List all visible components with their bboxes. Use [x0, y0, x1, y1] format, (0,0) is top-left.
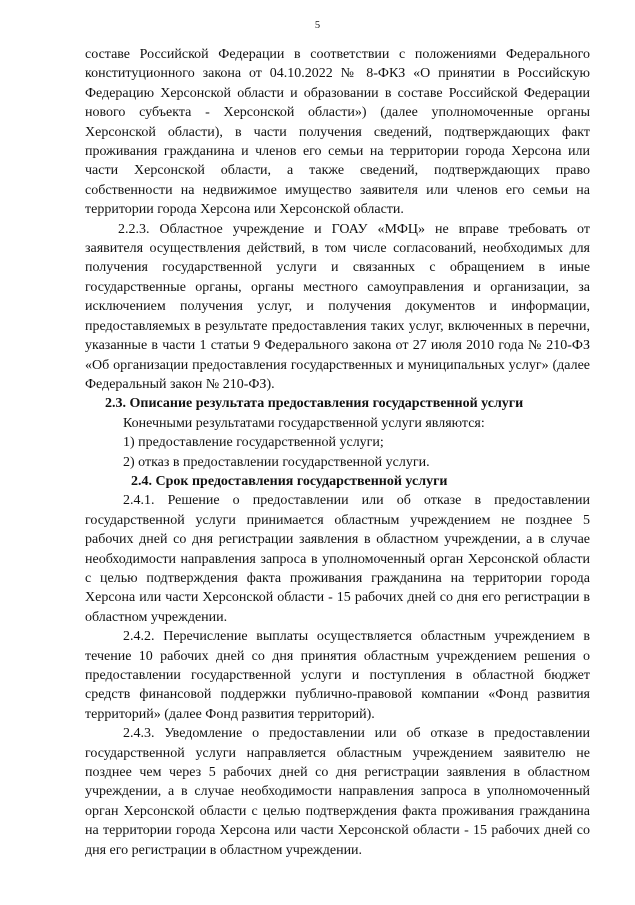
paragraph-2-2-3: 2.2.3. Областное учреждение и ГОАУ «МФЦ» не вправе требовать от заявителя осуществления действий, в том числе согласований, необходимых для получения государственной услуги и связанных с обращением в иные государственные органы, органы местного самоуправления и организации, за исключением получения услуг, и получения документов и информации, предоставляемых в результате предоставления таких услуг, включенных в перечни, указанные в части 1 статьи 9 Федерального закона от 27 июля 2010 года № 210-ФЗ «Об организации предоставления государственных и муниципальных услуг» (далее Федеральный закон № 210-ФЗ).: [85, 221, 590, 392]
section-heading-2-3: 2.3. Описание результата предоставления государственной услуги: [105, 396, 524, 412]
result-item-2: 2) отказ в предоставлении государственной услуги.: [123, 454, 430, 470]
section-2-3-intro: Конечными результатами государственной услуги являются:: [123, 415, 485, 431]
result-item-1: 1) предоставление государственной услуги;: [123, 435, 384, 451]
paragraph-2-4-1: 2.4.1. Решение о предоставлении или об отказе в предоставлении государственной услуги принимается областным учреждением не позднее 5 рабочих дней со дня регистрации заявления в областном учреждении, а в случае необходимости направления запроса в уполномоченный орган Херсонской области с целью подтверждения факта проживания гражданина на территории города Херсона или части Херсонской области - 15 рабочих дней со дня его регистрации в областном учреждении.: [85, 493, 590, 625]
paragraph-continuation: составе Российской Федерации в соответствии с положениями Федерального конституционного закона от 04.10.2022 № 8-ФКЗ «О принятии в Российскую Федерацию Херсонской области и образовании в составе Российской Федерации нового субъекта - Херсонской области») (далее уполномоченные органы Херсонской области), в части получения сведений, подтверждающих факт проживания гражданина и членов его семьи на территории города Херсона или части Херсонской области, а также сведений, подтверждающих право собственности на недвижимое имущество заявителя или членов его семьи на территории города Херсона или Херсонской области.: [85, 47, 590, 218]
paragraph-2-4-2: 2.4.2. Перечисление выплаты осуществляется областным учреждением в течение 10 рабочих дней со дня принятия областным учреждением решения о предоставлении государственной услуги и поступления в областной бюджет средств финансовой поддержки публично-правовой компании «Фонд развития территорий» (далее Фонд развития территорий).: [85, 629, 590, 722]
section-heading-2-4: 2.4. Срок предоставления государственной услуги: [131, 473, 448, 489]
document-body: [85, 45, 590, 860]
paragraph-2-4-3: 2.4.3. Уведомление о предоставлении или об отказе в предоставлении государственной услуги направляется областным учреждением заявителю не позднее чем через 5 рабочих дней со дня регистрации заявления в областном учреждении, а в случае необходимости направления запроса в уполномоченный орган Херсонской области с целью подтверждения факта проживания гражданина на территории города Херсона или части Херсонской области - 15 рабочих дней со дня его регистрации в областном учреждении.: [85, 726, 590, 858]
page-number: 5: [314, 20, 321, 31]
